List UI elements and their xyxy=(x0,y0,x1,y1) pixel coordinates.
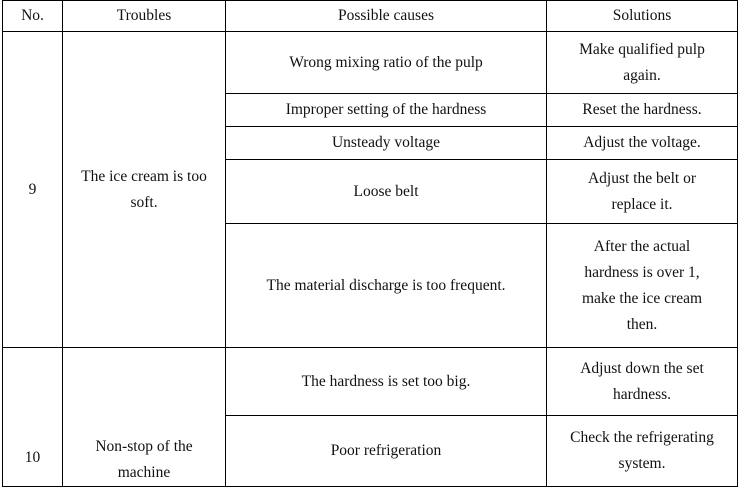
header-possible-causes: Possible causes xyxy=(226,1,547,32)
solution-text: Make qualified pulp again. xyxy=(579,40,705,84)
solution-cell: Adjust the voltage. xyxy=(547,127,738,160)
header-solutions: Solutions xyxy=(547,1,738,32)
cause-cell: Poor refrigeration xyxy=(226,416,547,487)
solution-text: After the actual hardness is over 1, make the ice cream then. xyxy=(581,237,703,333)
solution-text: Adjust down the set hardness. xyxy=(580,359,704,403)
cause-cell: The material discharge is too frequent. xyxy=(226,224,547,348)
solution-cell xyxy=(547,348,738,416)
cause-cell: The hardness is set too big. xyxy=(226,348,547,416)
trouble-description xyxy=(63,32,226,348)
solution-text: Adjust the belt or replace it. xyxy=(587,169,697,213)
trouble-number: 9 xyxy=(3,32,63,348)
solution-cell: Reset the hardness. xyxy=(547,94,738,127)
solution-cell xyxy=(547,32,738,94)
cause-cell: Wrong mixing ratio of the pulp xyxy=(226,32,547,94)
cause-cell: Loose belt xyxy=(226,160,547,224)
troubleshooting-table xyxy=(2,0,738,487)
trouble-number: 10 xyxy=(3,348,63,487)
cause-cell: Improper setting of the hardness xyxy=(226,94,547,127)
header-row xyxy=(3,1,738,32)
solution-cell xyxy=(547,416,738,487)
trouble-text: The ice cream is too soft. xyxy=(81,167,207,211)
table-row xyxy=(3,348,738,416)
solution-text: Check the refrigerating system. xyxy=(570,429,714,473)
header-troubles: Troubles xyxy=(63,1,226,32)
cause-cell: Unsteady voltage xyxy=(226,127,547,160)
solution-cell xyxy=(547,160,738,224)
solution-cell xyxy=(547,224,738,348)
header-no: No. xyxy=(3,1,63,32)
trouble-description xyxy=(63,348,226,487)
table-row xyxy=(3,32,738,94)
trouble-text: Non-stop of the machine xyxy=(95,438,193,481)
